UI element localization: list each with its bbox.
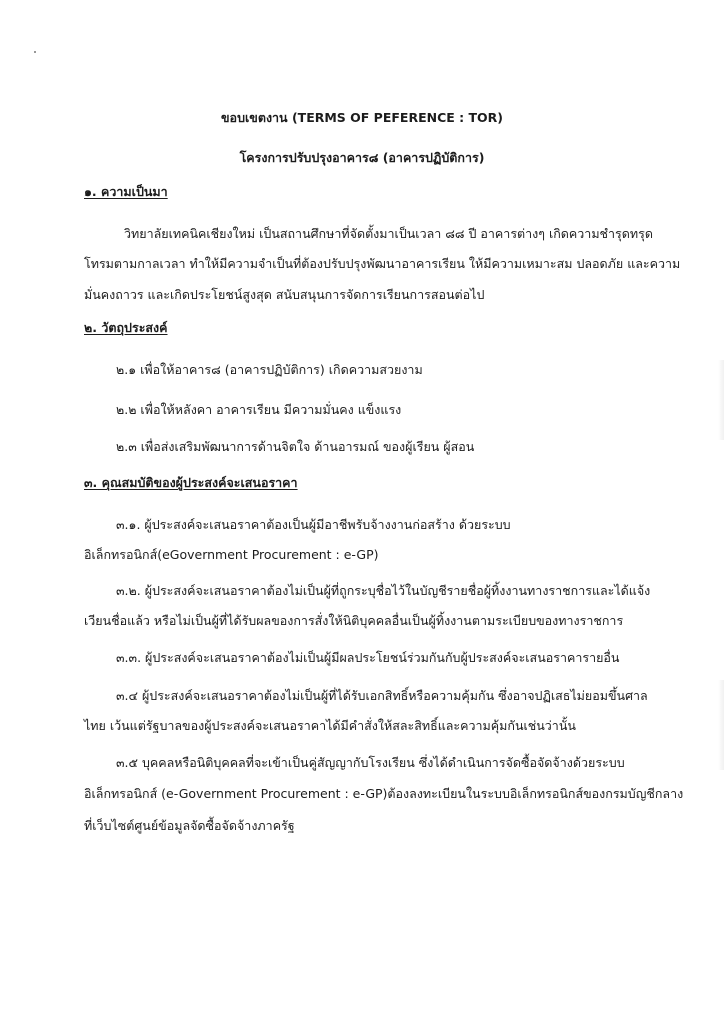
qualification-item-line: ไทย เว้นแต่รัฐบาลของผู้ประสงค์จะเสนอราคาได้มีคำสั่งให้สละสิทธิ์และความคุ้มกันเช่นว่านั้น	[84, 718, 576, 733]
objective-item: ๒.๓ เพื่อส่งเสริมพัฒนาการด้านจิตใจ ด้านอารมณ์ ของผู้เรียน ผู้สอน	[116, 439, 475, 454]
section-1-line: โทรมตามกาลเวลา ทำให้มีความจำเป็นที่ต้องปรับปรุงพัฒนาอาคารเรียน ให้มีความเหมาะสม ปลอดภัย และความ	[84, 256, 681, 271]
qualification-item-line: เวียนชื่อแล้ว หรือไม่เป็นผู้ที่ได้รับผลของการสั่งให้นิติบุคคลอื่นเป็นผู้ทิ้งงานตามระเบียบของทางราชการ	[84, 613, 624, 628]
section-1-line: วิทยาลัยเทคนิคเชียงใหม่ เป็นสถานศึกษาที่จัดตั้งมาเป็นเวลา ๘๘ ปี อาคารต่างๆ เกิดความชำรุดทรุด	[124, 226, 653, 241]
scan-edge-shadow	[718, 680, 724, 770]
qualification-item-line: ๓.๓. ผู้ประสงค์จะเสนอราคาต้องไม่เป็นผู้มีผลประโยชน์ร่วมกันกับผู้ประสงค์จะเสนอราคารายอื่น	[116, 650, 620, 665]
qualification-item-line: ๓.๑. ผู้ประสงค์จะเสนอราคาต้องเป็นผู้มีอาชีพรับจ้างงานก่อสร้าง ด้วยระบบ	[116, 517, 511, 532]
qualification-item-line: ๓.๔ ผู้ประสงค์จะเสนอราคาต้องไม่เป็นผู้ที่ได้รับเอกสิทธิ์หรือความคุ้มกัน ซึ่งอาจปฏิเสธไม่ยอมขึ้นศาล	[116, 688, 648, 703]
qualification-item-line: ที่เว็บไซต์ศูนย์ข้อมูลจัดซื้อจัดจ้างภาครัฐ	[84, 818, 295, 833]
section-3-heading: ๓. คุณสมบัติของผู้ประสงค์จะเสนอราคา	[84, 475, 298, 490]
scan-speck	[34, 51, 36, 53]
document-title: ขอบเขตงาน (TERMS OF PEFERENCE : TOR)	[221, 110, 503, 125]
section-1-line: มั่นคงถาวร และเกิดประโยชน์สูงสุด สนับสนุนการจัดการเรียนการสอนต่อไป	[84, 287, 485, 302]
section-2-heading: ๒. วัตถุประสงค์	[84, 320, 168, 335]
objective-item: ๒.๑ เพื่อให้อาคาร๘ (อาคารปฏิบัติการ) เกิดความสวยงาม	[116, 362, 423, 377]
qualification-item-line: อิเล็กทรอนิกส์(eGovernment Procurement : e-GP)	[84, 547, 379, 562]
qualification-item-line: ๓.๒. ผู้ประสงค์จะเสนอราคาต้องไม่เป็นผู้ที่ถูกระบุชื่อไว้ในบัญชีรายชื่อผู้ทิ้งงานทางราชการและได้แจ้ง	[116, 583, 651, 598]
section-1-heading: ๑. ความเป็นมา	[84, 184, 168, 199]
objective-item: ๒.๒ เพื่อให้หลังคา อาคารเรียน มีความมั่นคง แข็งแรง	[116, 402, 402, 417]
qualification-item-line: ๓.๕ บุคคลหรือนิติบุคคลที่จะเข้าเป็นคู่สัญญากับโรงเรียน ซึ่งได้ดำเนินการจัดซื้อจัดจ้างด้วยระบบ	[116, 755, 625, 770]
project-title: โครงการปรับปรุงอาคาร๘ (อาคารปฏิบัติการ)	[239, 150, 485, 165]
qualification-item-line: อิเล็กทรอนิกส์ (e-Government Procurement : e-GP)ต้องลงทะเบียนในระบบอิเล็กทรอนิกส์ของกรมบัญชีกลาง	[84, 786, 684, 801]
scan-edge-shadow	[718, 360, 724, 440]
